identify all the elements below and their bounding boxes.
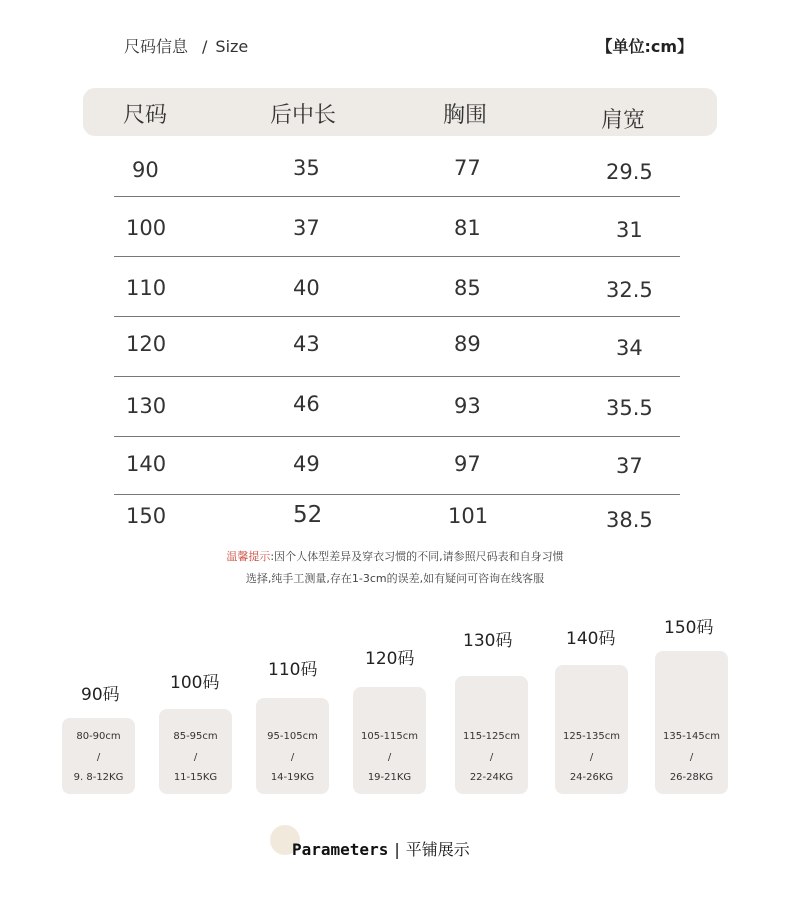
cell-back-length: 52 — [293, 502, 323, 528]
column-header-back-length: 后中长 — [270, 103, 337, 128]
size-card-name: 110码 — [268, 660, 318, 680]
footer-title-en: Parameters — [292, 840, 389, 859]
cell-shoulder: 29.5 — [606, 160, 653, 184]
cell-chest: 93 — [454, 394, 481, 418]
size-card — [455, 676, 528, 794]
cell-back-length: 40 — [293, 276, 320, 300]
size-card-name: 100码 — [170, 673, 220, 693]
size-card-height: 135-145cm — [662, 731, 721, 742]
size-card-name: 150码 — [664, 618, 714, 638]
title-en: Size — [215, 37, 249, 56]
size-card-weight: 26-28KG — [669, 772, 714, 783]
size-card-name: 140码 — [566, 629, 616, 649]
size-card — [555, 665, 628, 794]
size-card — [62, 718, 135, 794]
table-row — [114, 494, 680, 536]
cell-size: 130 — [126, 394, 167, 418]
size-card-name: 120码 — [365, 649, 415, 669]
size-card-weight: 24-26KG — [569, 772, 614, 783]
size-card-slash: / — [589, 752, 594, 763]
cell-size: 90 — [132, 158, 159, 182]
cell-chest: 89 — [454, 332, 481, 356]
size-card-slash: / — [489, 752, 494, 763]
size-card — [159, 709, 232, 794]
cell-shoulder: 31 — [616, 218, 643, 242]
row-divider — [114, 316, 680, 317]
row-divider — [114, 256, 680, 257]
footer-title-cn: 平铺展示 — [405, 840, 470, 859]
size-card-weight: 11-15KG — [173, 772, 218, 783]
size-card-height: 105-115cm — [360, 731, 419, 742]
cell-shoulder: 37 — [616, 454, 643, 478]
cell-size: 110 — [126, 276, 167, 300]
cell-back-length: 37 — [293, 216, 320, 240]
table-row — [114, 258, 680, 317]
size-card-slash: / — [290, 752, 295, 763]
cell-shoulder: 34 — [616, 336, 643, 360]
size-card — [353, 687, 426, 794]
size-card-weight: 22-24KG — [469, 772, 514, 783]
cell-chest: 81 — [454, 216, 481, 240]
section-title — [124, 34, 248, 57]
size-card — [256, 698, 329, 794]
cell-chest: 85 — [454, 276, 481, 300]
table-row — [114, 436, 680, 495]
cell-chest: 77 — [454, 156, 481, 180]
unit-label: 【单位:cm】 — [596, 37, 693, 56]
size-card-height: 80-90cm — [76, 731, 121, 742]
cell-shoulder: 38.5 — [606, 508, 653, 532]
title-separator: / — [202, 37, 208, 56]
size-table-header — [83, 88, 717, 136]
size-card-height: 115-125cm — [462, 731, 521, 742]
title-cn: 尺码信息 — [124, 37, 189, 56]
cell-chest: 97 — [454, 452, 481, 476]
row-divider — [114, 196, 680, 197]
cell-back-length: 43 — [293, 332, 320, 356]
cell-shoulder: 35.5 — [606, 396, 653, 420]
cell-size: 150 — [126, 504, 167, 528]
size-card-name: 90码 — [81, 685, 120, 705]
size-card-weight: 19-21KG — [367, 772, 412, 783]
table-row — [114, 378, 680, 437]
size-card-slash: / — [96, 752, 101, 763]
cell-size: 120 — [126, 332, 167, 356]
size-card-slash: / — [387, 752, 392, 763]
footer-title — [292, 837, 470, 860]
table-row — [114, 198, 680, 257]
size-card-height: 95-105cm — [267, 731, 318, 742]
size-card-slash: / — [689, 752, 694, 763]
tip-text-1: :因个人体型差异及穿衣习惯的不同,请参照尺码表和自身习惯 — [270, 550, 564, 563]
size-card — [655, 651, 728, 794]
tip-label: 温馨提示 — [226, 550, 271, 563]
footer-separator: | — [394, 840, 400, 859]
size-card-height: 85-95cm — [173, 731, 218, 742]
row-divider — [114, 376, 680, 377]
cell-back-length: 49 — [293, 452, 320, 476]
table-row — [114, 138, 680, 197]
tip-line-1 — [0, 548, 790, 564]
size-card-height: 125-135cm — [562, 731, 621, 742]
tip-line-2 — [0, 570, 790, 586]
size-card-slash: / — [193, 752, 198, 763]
column-header-size: 尺码 — [123, 103, 168, 128]
size-card-weight: 9. 8-12KG — [73, 772, 124, 783]
column-header-chest: 胸围 — [443, 103, 488, 128]
cell-size: 100 — [126, 216, 167, 240]
table-row — [114, 318, 680, 377]
cell-back-length: 46 — [293, 392, 320, 416]
size-card-name: 130码 — [463, 631, 513, 651]
tip-text-2: 选择,纯手工测量,存在1-3cm的误差,如有疑问可咨询在线客服 — [245, 572, 545, 585]
cell-size: 140 — [126, 452, 167, 476]
cell-shoulder: 32.5 — [606, 278, 653, 302]
cell-chest: 101 — [448, 504, 489, 528]
column-header-shoulder: 肩宽 — [601, 108, 646, 133]
size-card-weight: 14-19KG — [270, 772, 315, 783]
cell-back-length: 35 — [293, 156, 320, 180]
